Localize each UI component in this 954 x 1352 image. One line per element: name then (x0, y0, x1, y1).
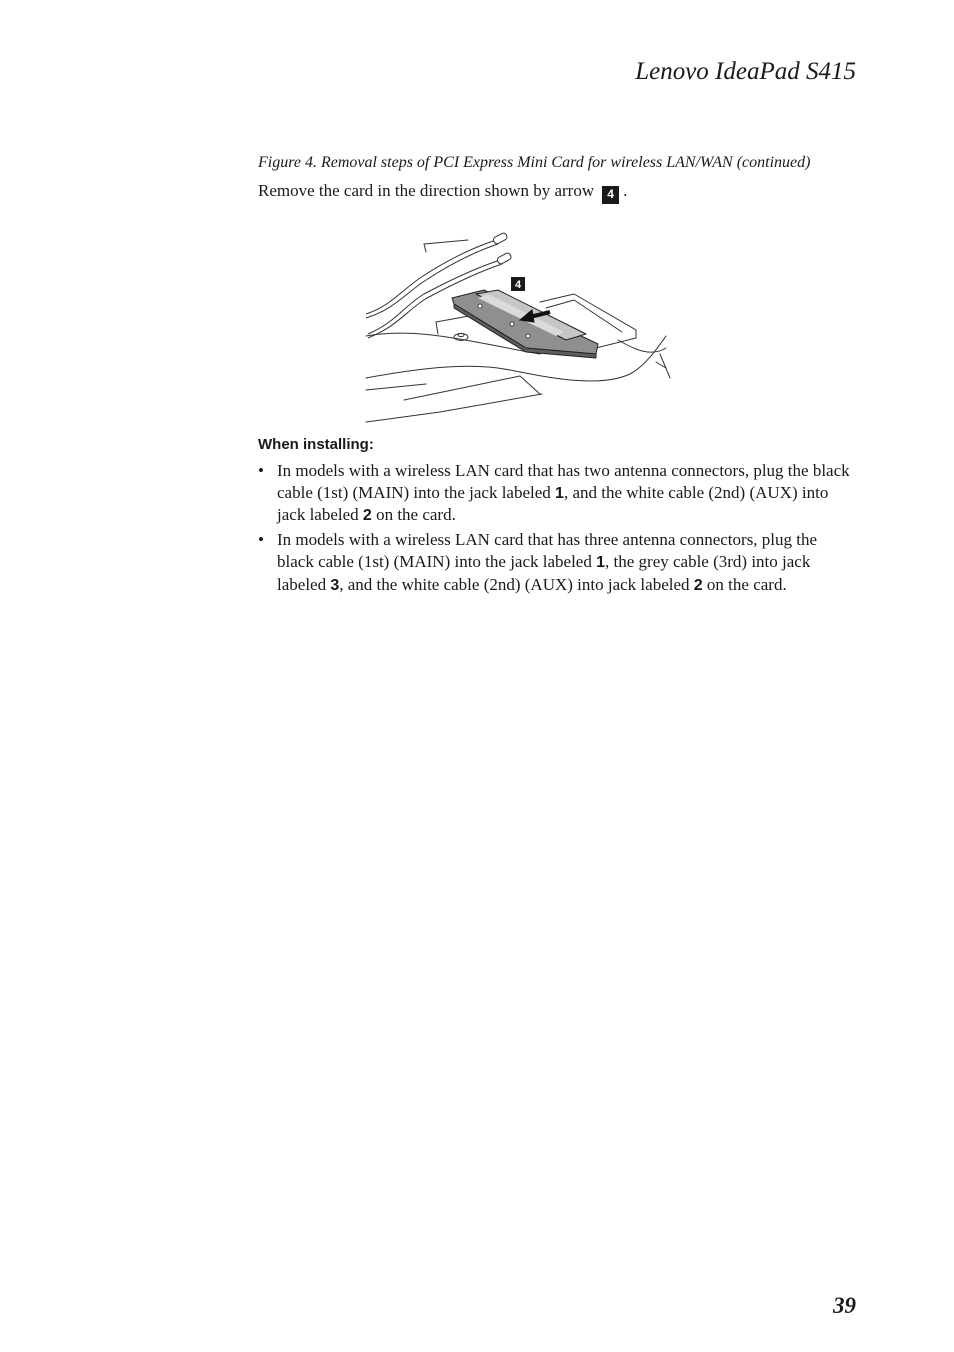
instruction-text: Remove the card in the direction shown by arrow (258, 181, 595, 200)
bullet-icon: • (258, 530, 264, 550)
list-item: • In models with a wireless LAN card that has two antenna connectors, plug the black cable (1st) (MAIN) into the jack labeled 1, and the white cable (2nd) (AUX) into jack labeled 2 on the card. (258, 461, 850, 525)
instruction-line (258, 181, 627, 204)
installation-bullets (258, 460, 858, 598)
instruction-end: . (623, 181, 628, 200)
mini-card-removal-figure (360, 226, 672, 428)
page-number: 39 (833, 1293, 856, 1318)
figure-caption: Figure 4. Removal steps of PCI Express Mini Card for wireless LAN/WAN (continued) (258, 154, 811, 171)
callout-label: 4 (514, 279, 522, 291)
bullet-icon: • (258, 461, 264, 480)
when-installing-heading: When installing: (258, 436, 374, 453)
page-header-title: Lenovo IdeaPad S415 (635, 58, 856, 85)
step-badge: 4 (602, 186, 619, 204)
list-item: • In models with a wireless LAN card that has three antenna connectors, plug the black cable (1st) (MAIN) into the jack labeled 1, the grey cable (3rd) into jack labeled 3, and the white cable (2nd) (AUX) into jack labeled 2 on the card. (258, 530, 818, 594)
